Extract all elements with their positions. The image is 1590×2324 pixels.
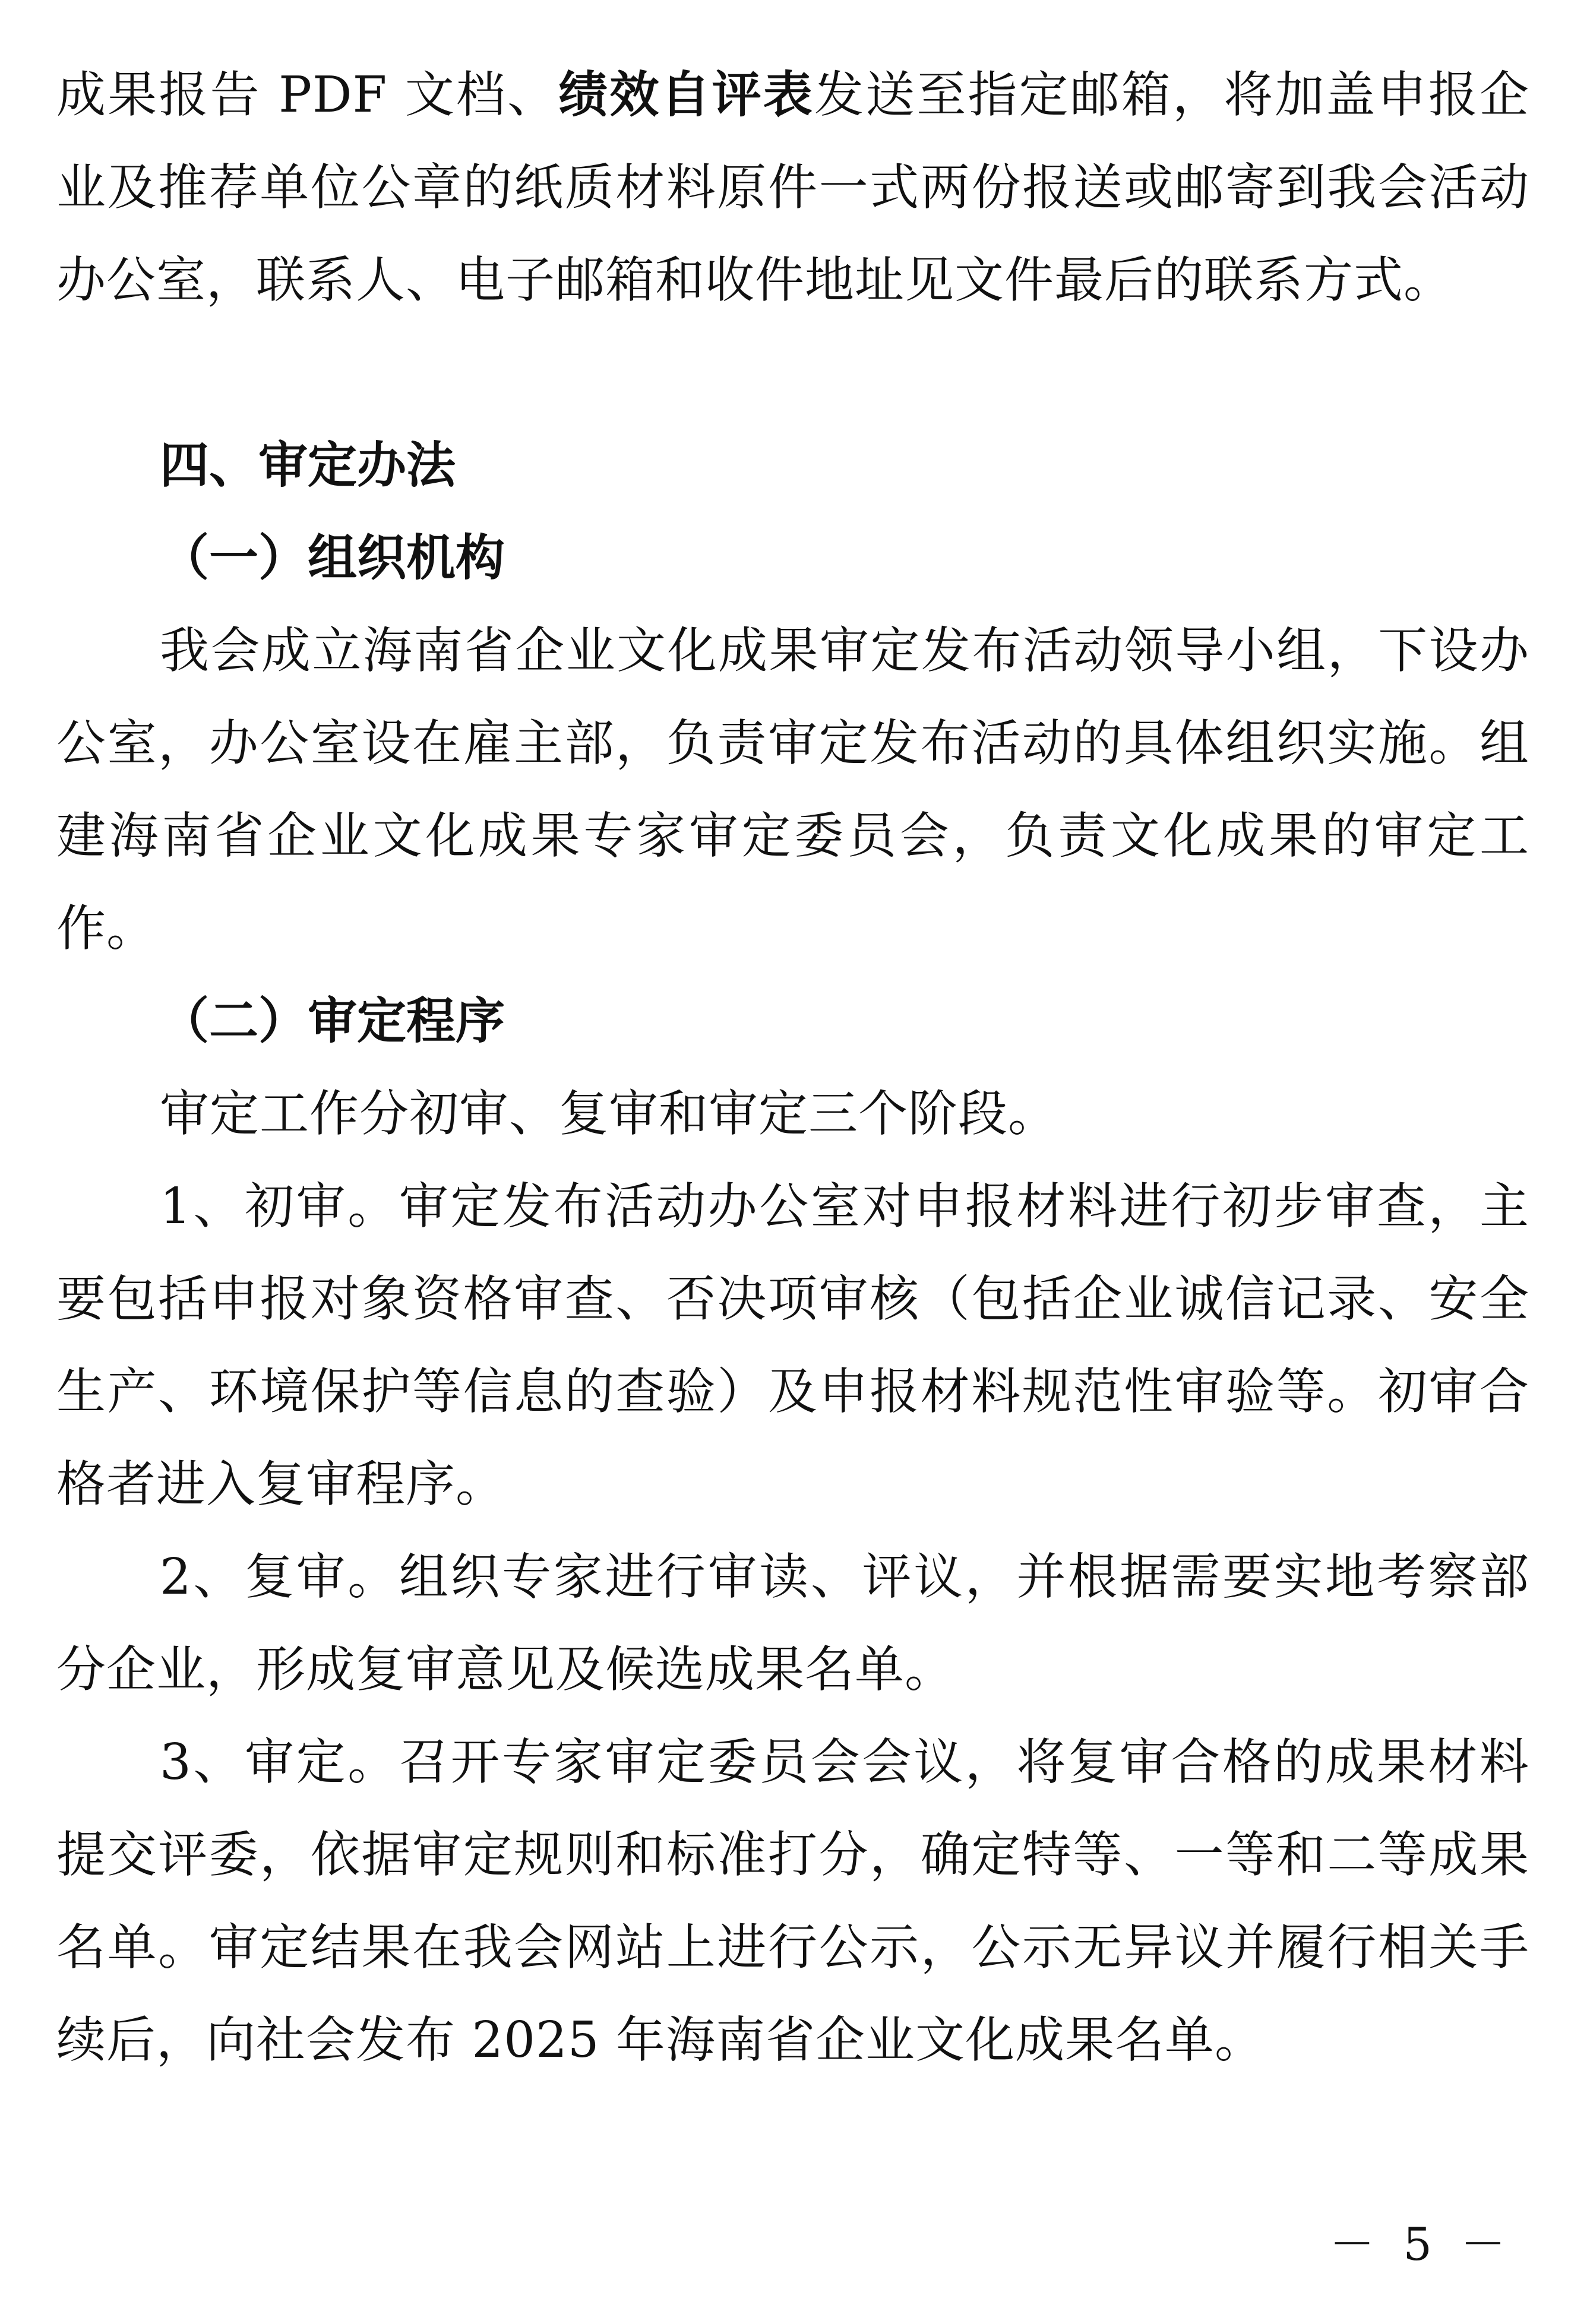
subsection-heading-procedure: （二）审定程序 xyxy=(160,992,505,1050)
paragraph-step-second-review: 2、复审。组织专家进行审读、评议，并根据需要实地考察部分企业，形成复审意见及候选成果名单。 xyxy=(56,1548,1529,1698)
paragraph-submission-after: 发送至指定邮箱，将加盖申报企业及推荐单位公章的纸质材料原件一式两份报送或邮寄到我会活动办公室，联系人、电子邮箱和收件地址见文件最后的联系方式。 xyxy=(56,66,1530,309)
paragraph-organization: 我会成立海南省企业文化成果审定发布活动领导小组，下设办公室，办公室设在雇主部，负责审定发布活动的具体组织实施。组建海南省企业文化成果专家审定委员会，负责文化成果的审定工作。 xyxy=(56,622,1529,957)
subsection-heading-organization: （一）组织机构 xyxy=(160,529,505,587)
paragraph-step-final-review: 3、审定。召开专家审定委员会会议，将复审合格的成果材料提交评委，依据审定规则和标准打分，确定特等、一等和二等成果名单。审定结果在我会网站上进行公示，公示无异议并履行相关手续后，向社会发布 2025 年海南省企业文化成果名单。 xyxy=(56,1733,1529,2069)
section-heading-review-method: 四、审定办法 xyxy=(160,436,456,494)
page-number: － 5 － xyxy=(1329,2218,1513,2271)
self-evaluation-form-term: 绩效自评表 xyxy=(558,66,814,124)
paragraph-step-initial-review: 1、初审。审定发布活动办公室对申报材料进行初步审查，主要包括申报对象资格审查、否决项审核（包括企业诚信记录、安全生产、环境保护等信息的查验）及申报材料规范性审验等。初审合格者进入复审程序。 xyxy=(56,1177,1529,1513)
paragraph-procedure-intro: 审定工作分初审、复审和审定三个阶段。 xyxy=(160,1085,1058,1142)
paragraph-submission xyxy=(56,49,1529,327)
paragraph-submission-before: 成果报告 PDF 文档、 xyxy=(56,66,559,124)
